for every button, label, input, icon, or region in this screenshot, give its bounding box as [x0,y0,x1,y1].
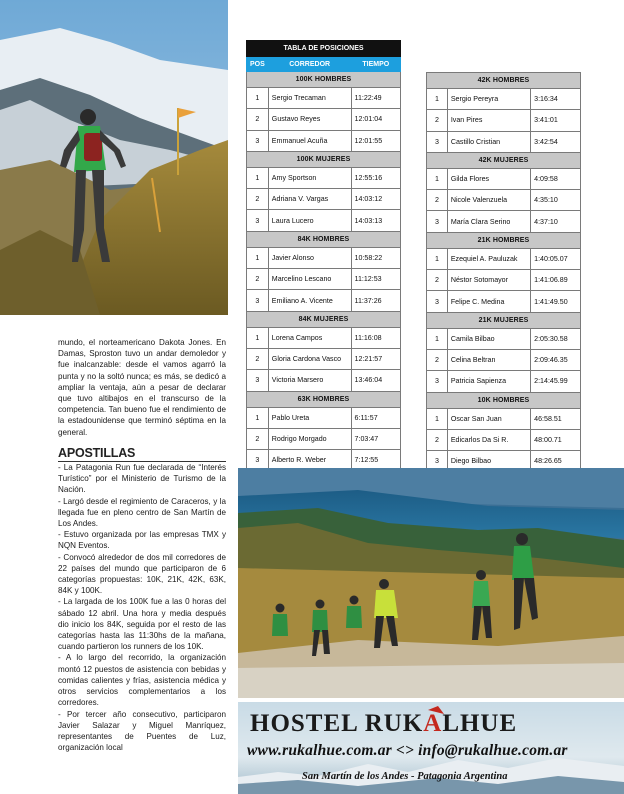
position-cell: 3 [427,211,448,232]
runner-name-cell: Sergio Trecaman [268,88,351,109]
runner-name-cell: Emiliano A. Vicente [268,290,351,311]
position-cell: 1 [427,248,448,269]
table-row [247,327,401,348]
ad-name-part2: LHUE [442,710,518,737]
runner-name-cell: Castillo Cristian [447,131,530,152]
bullet-item: - Largó desde el regimiento de Caraceros, y la llegada fue en pleno centro de San Martín de Los Andes. [58,496,226,529]
table-row [247,247,401,268]
category-header: 84K HOMBRES [247,231,401,247]
runner-name-cell: Ezequiel A. Pauluzak [447,248,530,269]
table-row [427,110,581,131]
table-row [247,167,401,188]
runner-name-cell: Javier Alonso [268,247,351,268]
runner-name-cell: Rodrigo Morgado [268,428,351,449]
section-title-apostillas: APOSTILLAS [58,445,136,460]
table-row [247,370,401,391]
time-cell: 4:37:10 [531,211,581,232]
runner-name-cell: Sergio Pereyra [447,89,530,110]
column-header-tiempo: TIEMPO [351,57,400,72]
position-cell: 3 [427,291,448,312]
position-cell: 1 [427,168,448,189]
table-row [247,407,401,428]
time-cell: 11:16:08 [351,327,400,348]
time-cell: 6:11:57 [351,407,400,428]
ad-name-logo-letter: A [423,710,443,737]
table-row [427,349,581,370]
runner-name-cell: Pablo Ureta [268,407,351,428]
category-header: 100K HOMBRES [247,72,401,88]
category-header: 42K MUJERES [427,152,581,168]
table-row [427,89,581,110]
position-cell: 3 [247,290,269,311]
table-row [247,88,401,109]
runner-name-cell: Gilda Flores [447,168,530,189]
runner-name-cell: Oscar San Juan [447,408,530,429]
time-cell: 1:41:06.89 [531,270,581,291]
article-continuation: mundo, el norteamericano Dakota Jones. En Damas, Sproston tuvo un andar demoledor y fue inalcanzable: desde el vamos agarró la punta y no la soltó nunca; es más, se dedicó a ampliar la ventaja, aún a pesar de declarar que tuvo altibajos en el transcurso de la competencia. Tan bueno fue el rendimiento de la estadounidense que terminó séptima en la general. [58,338,226,437]
ad-name-part1: HOSTEL RUK [250,710,424,737]
table-row [247,189,401,210]
time-cell: 12:01:04 [351,109,400,130]
bullet-item: - La largada de los 100K fue a las 0 horas del sábado 12 abril. Una hora y media después dio inicio los 84K, seguida por el resto de las categorías hasta las 11:30hs de la mañana, cuando partieron los runners de los 10K. [58,597,226,652]
table-row [427,131,581,152]
time-cell: 11:12:53 [351,269,400,290]
runners-photo [238,468,624,698]
position-cell: 1 [247,247,269,268]
position-cell: 1 [427,89,448,110]
runner-name-cell: Celina Beltran [447,349,530,370]
position-cell: 2 [427,270,448,291]
article-text [58,337,226,753]
time-cell: 1:40:05.07 [531,248,581,269]
table-row [247,348,401,369]
table-row [247,210,401,231]
position-cell: 3 [247,130,269,151]
time-cell: 11:37:26 [351,290,400,311]
time-cell: 12:21:57 [351,348,400,369]
table-row [427,429,581,450]
runner-name-cell: Diego Bilbao [447,451,530,472]
position-cell: 1 [247,167,269,188]
runner-name-cell: Marcelino Lescano [268,269,351,290]
bullet-item: - Convocó alrededor de dos mil corredores de 22 países del mundo que participaron de 6 categorías propuestas: 10K, 21K, 42K, 63K, 84K y 100K. [58,552,226,596]
bullet-item: - La Patagonia Run fue declarada de “Interés Turístico” por el Ministerio de Turismo de la Nación. [58,463,226,495]
runner-name-cell: Nicole Valenzuela [447,190,530,211]
position-cell: 2 [247,269,269,290]
runner-name-cell: Lorena Campos [268,327,351,348]
runner-name-cell: Gloria Cardona Vasco [268,348,351,369]
bullet-item: - A lo largo del recorrido, la organización montó 12 puestos de asistencia con bebidas y comidas calientes y frías, asistencia médica y otros servicios complementarios a los corredores. [58,653,226,708]
position-cell: 3 [247,370,269,391]
category-header: 42K HOMBRES [427,73,581,89]
table-row [427,371,581,392]
table-row [427,270,581,291]
table-row [427,190,581,211]
time-cell: 11:22:49 [351,88,400,109]
position-cell: 2 [247,109,269,130]
column-header-pos: POS [247,57,269,72]
table-row [427,291,581,312]
table-row [247,428,401,449]
time-cell: 14:03:13 [351,210,400,231]
runner-name-cell: Ivan Pires [447,110,530,131]
time-cell: 3:16:34 [531,89,581,110]
table-row [247,269,401,290]
runner-name-cell: Amy Sportson [268,167,351,188]
time-cell: 14:03:12 [351,189,400,210]
table-row [427,328,581,349]
time-cell: 48:00.71 [531,429,581,450]
bullet-item: - Estuvo organizada por las empresas TMX y NQN Eventos. [58,530,226,551]
table-row [427,408,581,429]
category-header: 100K MUJERES [247,151,401,167]
position-cell: 2 [247,348,269,369]
position-cell: 2 [427,110,448,131]
position-cell: 2 [427,349,448,370]
time-cell: 46:58.51 [531,408,581,429]
position-cell: 3 [247,210,269,231]
runner-name-cell: Alberto R. Weber [268,450,351,471]
column-header-corredor: CORREDOR [268,57,351,72]
time-cell: 3:41:01 [531,110,581,131]
ad-hostel-name [250,710,517,738]
runner-name-cell: Emmanuel Acuña [268,130,351,151]
runner-name-cell: Patricia Sapienza [447,371,530,392]
position-cell: 1 [427,328,448,349]
time-cell: 2:05:30.58 [531,328,581,349]
time-cell: 12:01:55 [351,130,400,151]
position-cell: 2 [427,429,448,450]
time-cell: 7:12:55 [351,450,400,471]
position-cell: 3 [427,371,448,392]
table-row [427,211,581,232]
time-cell: 12:55:16 [351,167,400,188]
runner-name-cell: Néstor Sotomayor [447,270,530,291]
time-cell: 10:58:22 [351,247,400,268]
category-header: 10K HOMBRES [427,392,581,408]
runner-name-cell: Laura Lucero [268,210,351,231]
table-row [247,290,401,311]
runner-name-cell: María Clara Serino [447,211,530,232]
time-cell: 13:46:04 [351,370,400,391]
table-row [427,168,581,189]
position-cell: 1 [427,408,448,429]
category-header: 84K MUJERES [247,311,401,327]
time-cell: 2:14:45.99 [531,371,581,392]
time-cell: 4:35:10 [531,190,581,211]
bullet-item: - Por tercer año consecutivo, participaron Javier Salazar y Miguel Manríquez, representantes de Puentes de Luz, organización local [58,709,226,753]
hostel-ad[interactable] [238,702,624,794]
position-cell: 1 [247,88,269,109]
time-cell: 7:03:47 [351,428,400,449]
runner-name-cell: Adriana V. Vargas [268,189,351,210]
position-cell: 2 [427,190,448,211]
runner-name-cell: Victoria Marsero [268,370,351,391]
ad-web-email[interactable]: www.rukalhue.com.ar <> info@rukalhue.com.ar [247,742,568,759]
category-header: 21K HOMBRES [427,232,581,248]
time-cell: 3:42:54 [531,131,581,152]
runner-name-cell: Camila Bilbao [447,328,530,349]
category-header: 21K MUJERES [427,312,581,328]
hiker-photo [0,0,228,315]
table-row [247,130,401,151]
table-title: TABLA DE POSICIONES [247,41,401,57]
runner-name-cell: Felipe C. Medina [447,291,530,312]
category-header: 63K HOMBRES [247,391,401,407]
position-cell: 2 [247,428,269,449]
time-cell: 1:41:49.50 [531,291,581,312]
time-cell: 48:26.65 [531,451,581,472]
time-cell: 2:09:46.35 [531,349,581,370]
runner-name-cell: Edicarlos Da Si R. [447,429,530,450]
time-cell: 4:09:58 [531,168,581,189]
position-cell: 1 [247,327,269,348]
position-cell: 1 [247,407,269,428]
runner-name-cell: Gustavo Reyes [268,109,351,130]
position-cell: 3 [427,131,448,152]
table-row [427,248,581,269]
position-cell: 3 [427,451,448,472]
ad-location: San Martín de los Andes - Patagonia Argentina [302,771,508,782]
position-cell: 3 [247,450,269,471]
table-row [247,109,401,130]
position-cell: 2 [247,189,269,210]
